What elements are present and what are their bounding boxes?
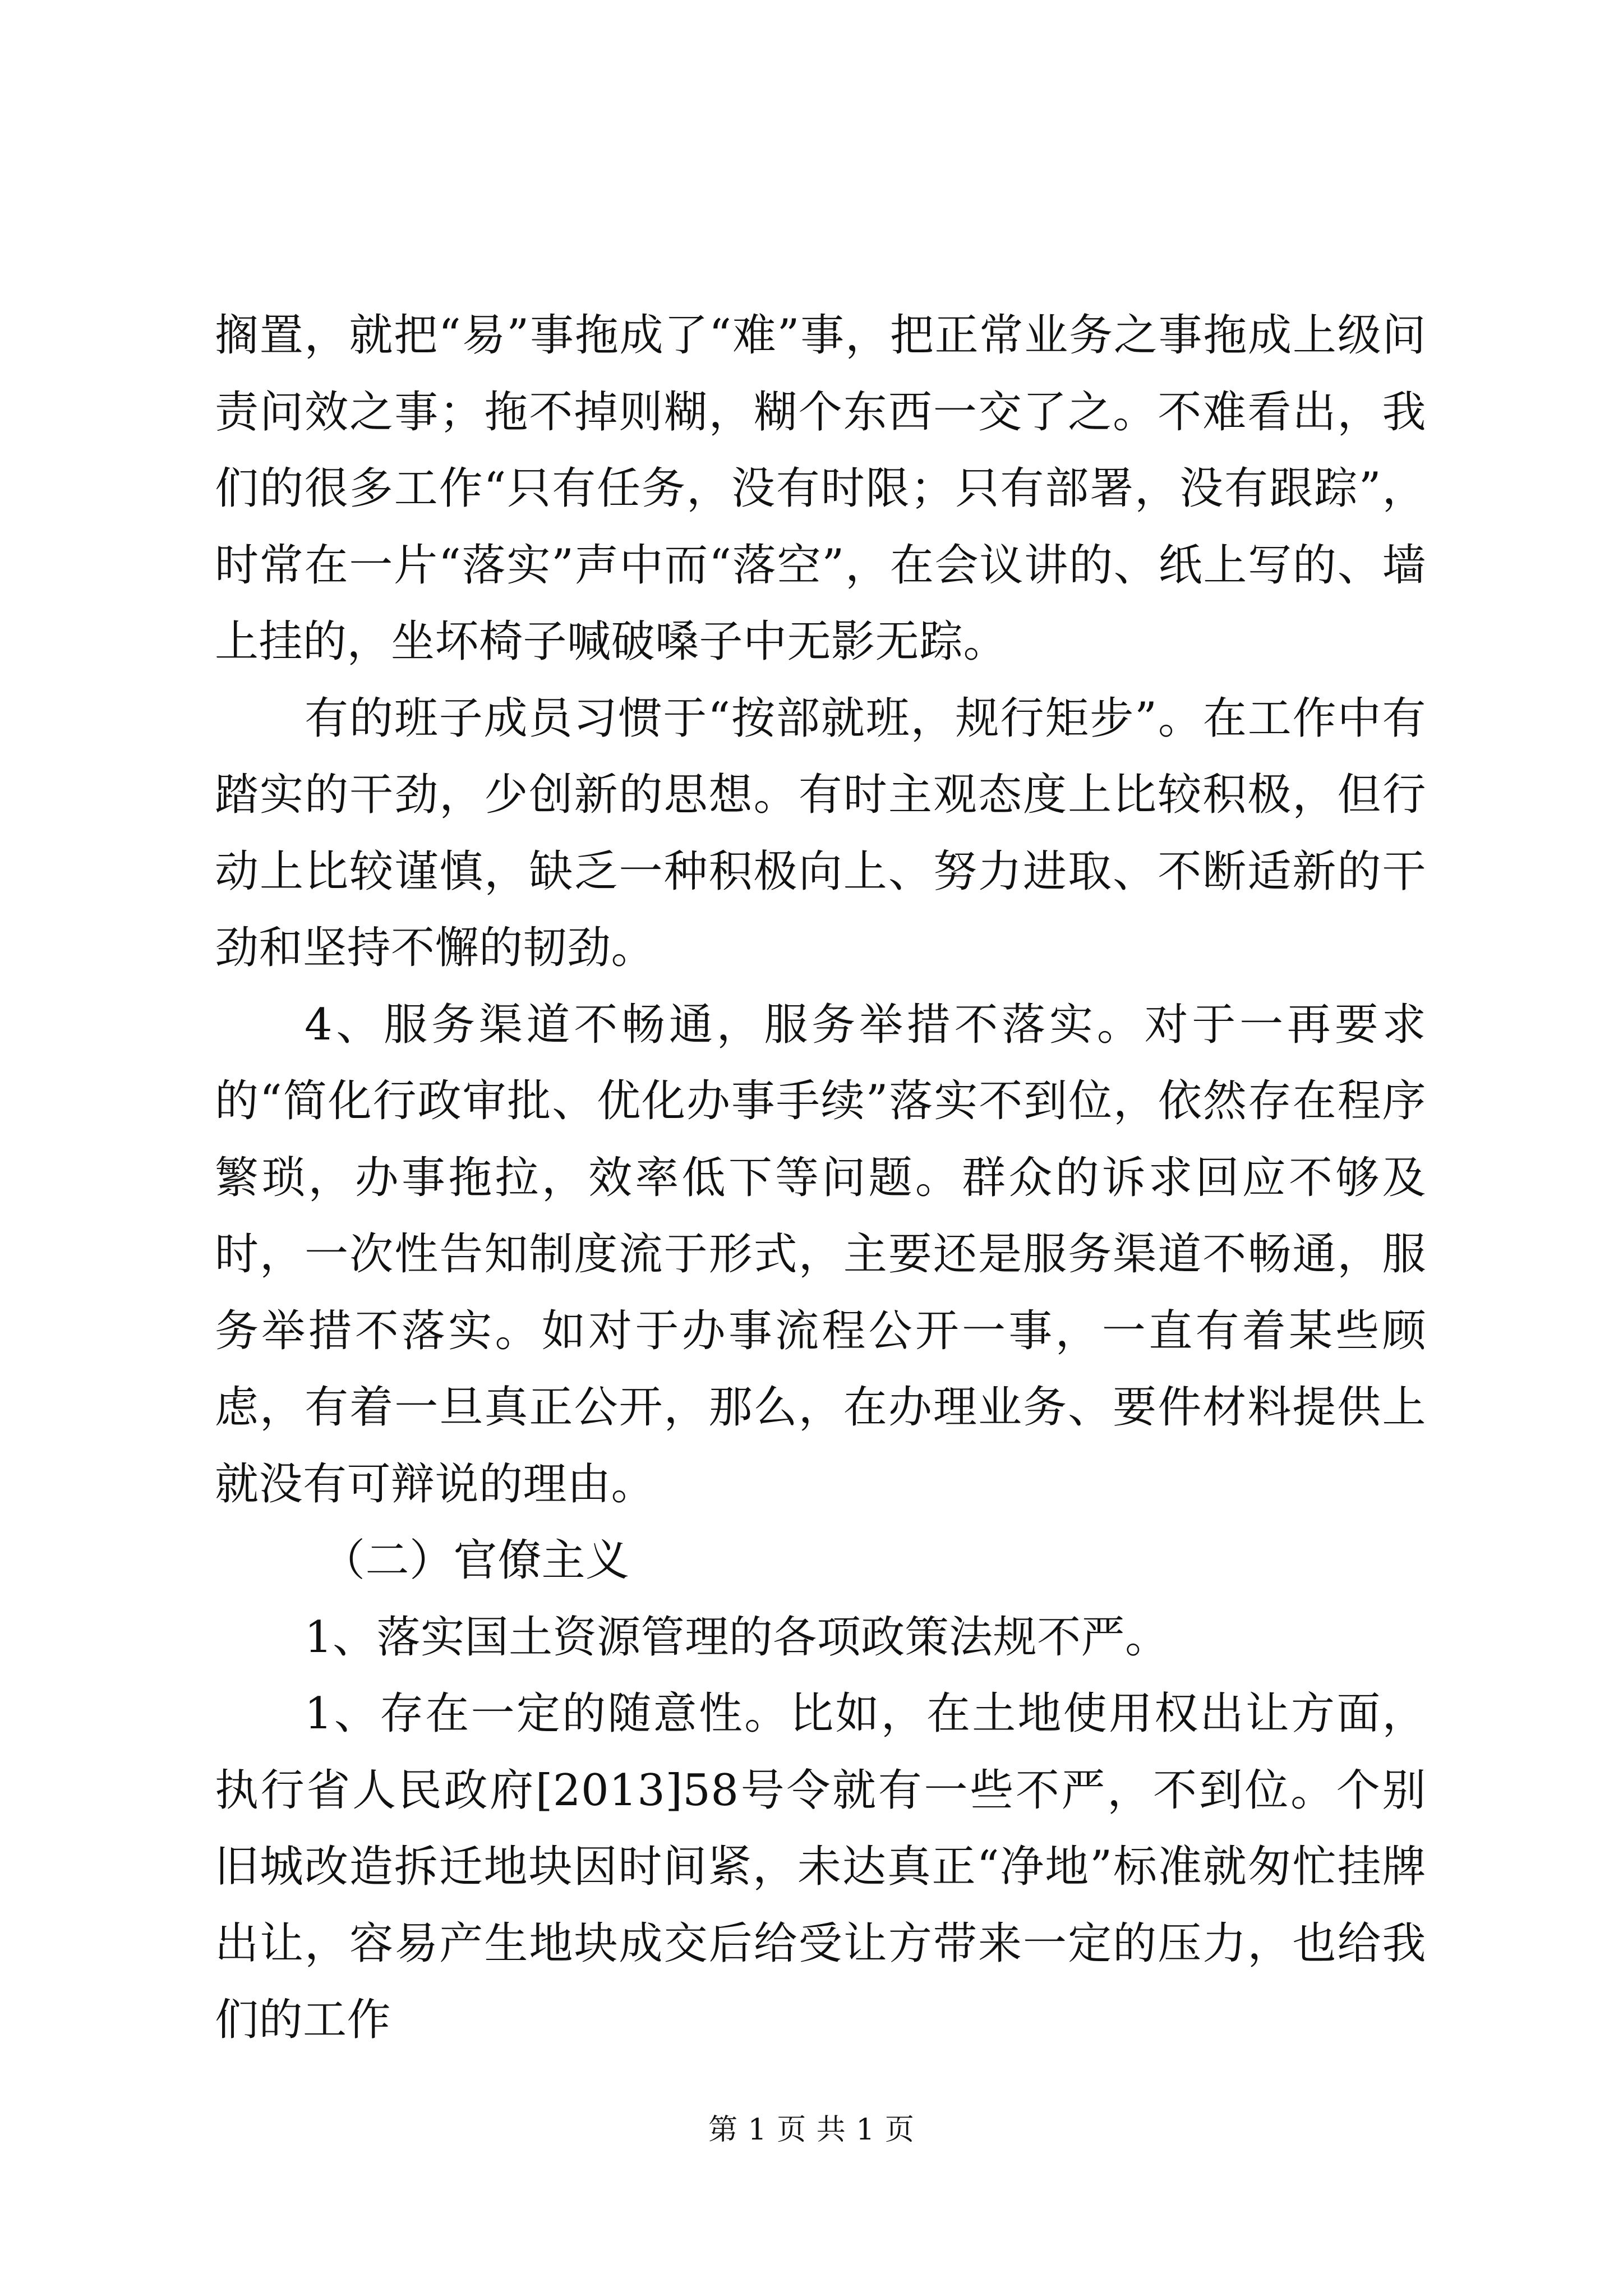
page-footer: 第 1 页 共 1 页 [708,2113,915,2147]
body-paragraph-team-habits: 有的班子成员习惯于“按部就班，规行矩步”。在工作中有踏实的干劲，少创新的思想。有时主观态度上比较积极，但行动上比较谨慎，缺乏一种积极向上、努力进取、不断适新的干劲和坚持不懈的韧劲。 [215,693,1426,973]
body-paragraph-service-channels: 4、服务渠道不畅通，服务举措不落实。对于一再要求的“简化行政审批、优化办事手续”落实不到位，依然存在程序繁琐，办事拖拉，效率低下等问题。群众的诉求回应不够及时，一次性告知制度流于形式，主要还是服务渠道不畅通，服务举措不落实。如对于办事流程公开一事，一直有着某些顾虑，有着一旦真正公开，那么，在办理业务、要件材料提供上就没有可辩说的理由。 [215,999,1426,1510]
document-body [215,297,1426,2059]
section-heading-bureaucratism: （二）官僚主义 [321,1535,630,1586]
body-paragraph-policy-enforcement: 1、落实国土资源管理的各项政策法规不严。 [305,1612,1169,1663]
body-paragraph-arbitrariness: 1、存在一定的随意性。比如，在土地使用权出让方面，执行省人民政府[2013]58号令就有一些不严，不到位。个别旧城改造拆迁地块因时间紧，未达真正“净地”标准就匆忙挂牌出让，容易产生地块成交后给受让方带来一定的压力，也给我们的工作 [215,1688,1426,2045]
body-paragraph-continuation: 搁置，就把“易”事拖成了“难”事，把正常业务之事拖成上级问责问效之事；拖不掉则糊，糊个东西一交了之。不难看出，我们的很多工作“只有任务，没有时限；只有部署，没有跟踪”，时常在一片“落实”声中而“落空”，在会议讲的、纸上写的、墙上挂的，坐坏椅子喊破嗓子中无影无踪。 [215,310,1426,667]
